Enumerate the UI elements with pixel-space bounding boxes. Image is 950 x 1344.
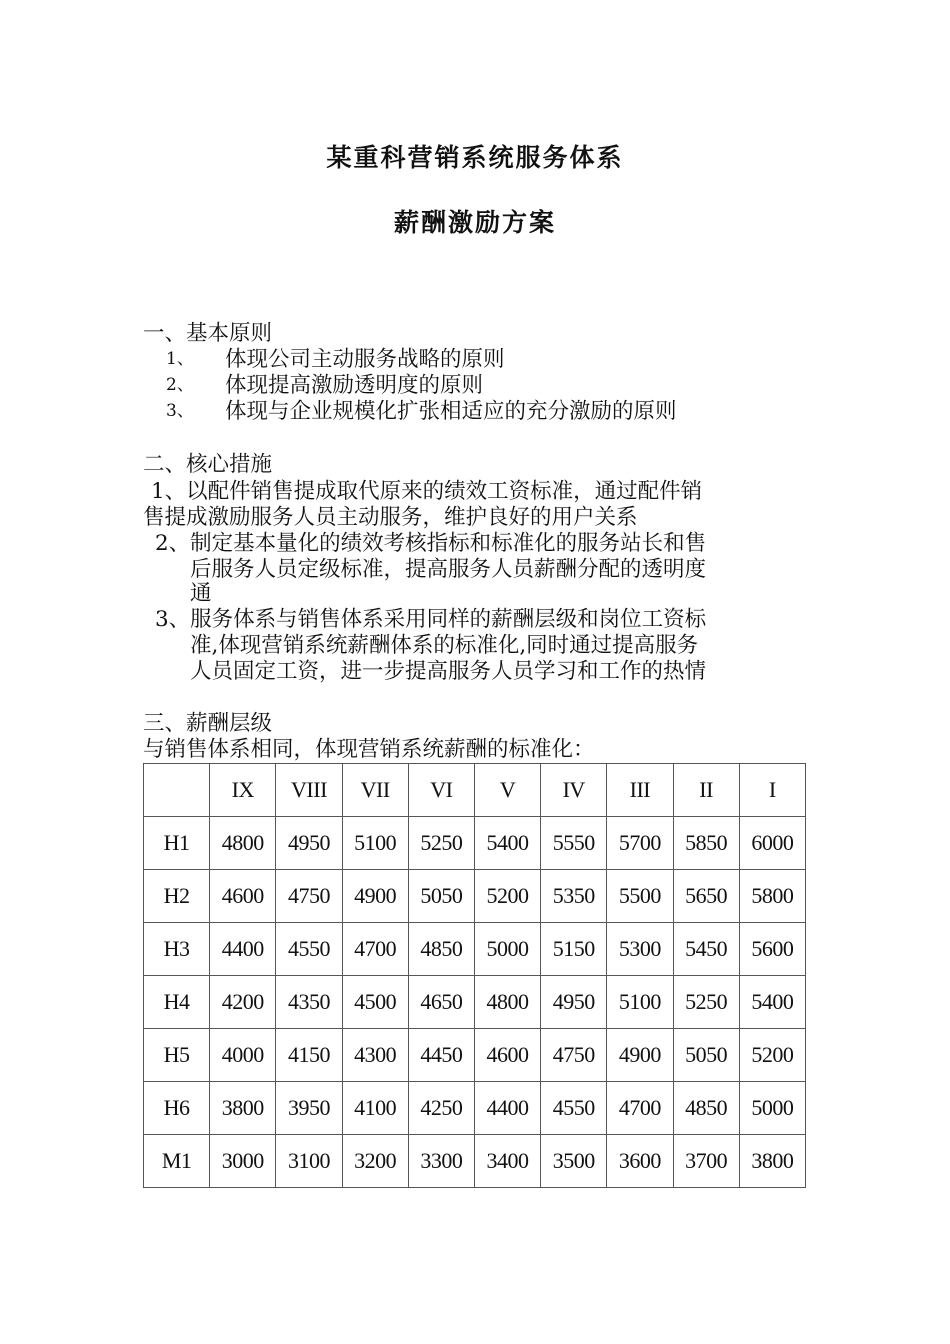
table-row: [144, 976, 806, 1029]
table-cell: 4200: [210, 976, 276, 1029]
table-cell: 4500: [342, 976, 408, 1029]
measure-1-line2: 售提成激励服务人员主动服务，维护良好的用户关系: [143, 505, 638, 530]
table-row: [144, 817, 806, 870]
table-cell: 4100: [342, 1082, 408, 1135]
row-label: H1: [144, 817, 210, 870]
table-cell: 4350: [276, 976, 342, 1029]
table-cell: 5500: [607, 870, 673, 923]
table-cell: 5550: [541, 817, 607, 870]
column-header: VIII: [276, 764, 342, 817]
table-row: [144, 1135, 806, 1188]
row-label: H5: [144, 1029, 210, 1082]
table-cell: 5100: [342, 817, 408, 870]
table-cell: 5800: [739, 870, 805, 923]
table-cell: 4700: [342, 923, 408, 976]
column-header: V: [474, 764, 540, 817]
table-cell: 6000: [739, 817, 805, 870]
column-header: III: [607, 764, 673, 817]
table-cell: 4650: [408, 976, 474, 1029]
section1-heading: 一、基本原则: [143, 321, 273, 346]
table-cell: 4550: [541, 1082, 607, 1135]
table-cell: 4800: [210, 817, 276, 870]
table-cell: 4850: [408, 923, 474, 976]
table-cell: 5100: [607, 976, 673, 1029]
table-cell: 4450: [408, 1029, 474, 1082]
salary-table: [143, 763, 806, 1188]
table-cell: 5250: [673, 976, 739, 1029]
principle-1-text: 体现公司主动服务战略的原则: [225, 347, 505, 372]
principle-2-number: 2、: [166, 375, 194, 395]
column-header: VI: [408, 764, 474, 817]
table-cell: 3600: [607, 1135, 673, 1188]
measure-3-line2: 准,体现营销系统薪酬体系的标准化,同时通过提高服务: [190, 633, 699, 658]
column-header: IX: [210, 764, 276, 817]
table-cell: 5300: [607, 923, 673, 976]
table-cell: 3200: [342, 1135, 408, 1188]
column-header: II: [673, 764, 739, 817]
table-header-row: [144, 764, 806, 817]
measure-2-line3: 通: [190, 581, 212, 606]
table-cell: 5000: [474, 923, 540, 976]
table-cell: 4250: [408, 1082, 474, 1135]
table-corner-cell: [144, 764, 210, 817]
column-header: I: [739, 764, 805, 817]
table-cell: 5200: [474, 870, 540, 923]
row-label: M1: [144, 1135, 210, 1188]
table-cell: 4950: [276, 817, 342, 870]
table-cell: 4600: [474, 1029, 540, 1082]
table-cell: 4600: [210, 870, 276, 923]
table-cell: 5400: [739, 976, 805, 1029]
document-subtitle: 薪酬激励方案: [393, 208, 556, 237]
table-row: [144, 1029, 806, 1082]
table-cell: 5350: [541, 870, 607, 923]
table-row: [144, 923, 806, 976]
column-header: IV: [541, 764, 607, 817]
table-cell: 3100: [276, 1135, 342, 1188]
table-cell: 5050: [408, 870, 474, 923]
principle-3-number: 3、: [166, 401, 194, 421]
table-cell: 3800: [739, 1135, 805, 1188]
table-cell: 4000: [210, 1029, 276, 1082]
table-cell: 3950: [276, 1082, 342, 1135]
measure-2-line2: 后服务人员定级标准，提高服务人员薪酬分配的透明度: [190, 557, 707, 582]
principle-3-text: 体现与企业规模化扩张相适应的充分激励的原则: [225, 399, 677, 424]
table-cell: 4700: [607, 1082, 673, 1135]
row-label: H2: [144, 870, 210, 923]
table-cell: 3400: [474, 1135, 540, 1188]
table-cell: 4900: [607, 1029, 673, 1082]
table-cell: 3500: [541, 1135, 607, 1188]
table-cell: 5200: [739, 1029, 805, 1082]
table-cell: 4950: [541, 976, 607, 1029]
document-title: 某重科营销系统服务体系: [326, 143, 624, 172]
measure-3-line1: 3、服务体系与销售体系采用同样的薪酬层级和岗位工资标: [155, 607, 707, 632]
table-cell: 3300: [408, 1135, 474, 1188]
table-body: [144, 817, 806, 1188]
section3-heading: 三、薪酬层级: [143, 711, 273, 736]
table-cell: 4750: [276, 870, 342, 923]
section3-intro: 与销售体系相同，体现营销系统薪酬的标准化：: [143, 737, 595, 762]
table-cell: 3800: [210, 1082, 276, 1135]
column-header: VII: [342, 764, 408, 817]
table-cell: 5600: [739, 923, 805, 976]
table-cell: 5000: [739, 1082, 805, 1135]
table-row: [144, 870, 806, 923]
table-cell: 5650: [673, 870, 739, 923]
measure-3-line3: 人员固定工资，进一步提高服务人员学习和工作的热情: [190, 659, 707, 684]
table-cell: 4750: [541, 1029, 607, 1082]
row-label: H4: [144, 976, 210, 1029]
table-cell: 4300: [342, 1029, 408, 1082]
table-cell: 4550: [276, 923, 342, 976]
principle-1-number: 1、: [166, 349, 194, 369]
table-cell: 4150: [276, 1029, 342, 1082]
principle-2-text: 体现提高激励透明度的原则: [225, 373, 484, 398]
table-cell: 5400: [474, 817, 540, 870]
table-cell: 4400: [210, 923, 276, 976]
table-cell: 5150: [541, 923, 607, 976]
table-cell: 4850: [673, 1082, 739, 1135]
table-cell: 5700: [607, 817, 673, 870]
table-cell: 4400: [474, 1082, 540, 1135]
measure-2-line1: 2、制定基本量化的绩效考核指标和标准化的服务站长和售: [155, 531, 707, 556]
table-cell: 4800: [474, 976, 540, 1029]
table-cell: 5450: [673, 923, 739, 976]
table-cell: 5050: [673, 1029, 739, 1082]
table-cell: 3000: [210, 1135, 276, 1188]
row-label: H3: [144, 923, 210, 976]
table-cell: 5250: [408, 817, 474, 870]
table-cell: 3700: [673, 1135, 739, 1188]
table-cell: 5850: [673, 817, 739, 870]
table-row: [144, 1082, 806, 1135]
row-label: H6: [144, 1082, 210, 1135]
section2-heading: 二、核心措施: [143, 452, 273, 477]
measure-1-line1: 1、以配件销售提成取代原来的绩效工资标准，通过配件销: [151, 479, 703, 504]
table-cell: 4900: [342, 870, 408, 923]
